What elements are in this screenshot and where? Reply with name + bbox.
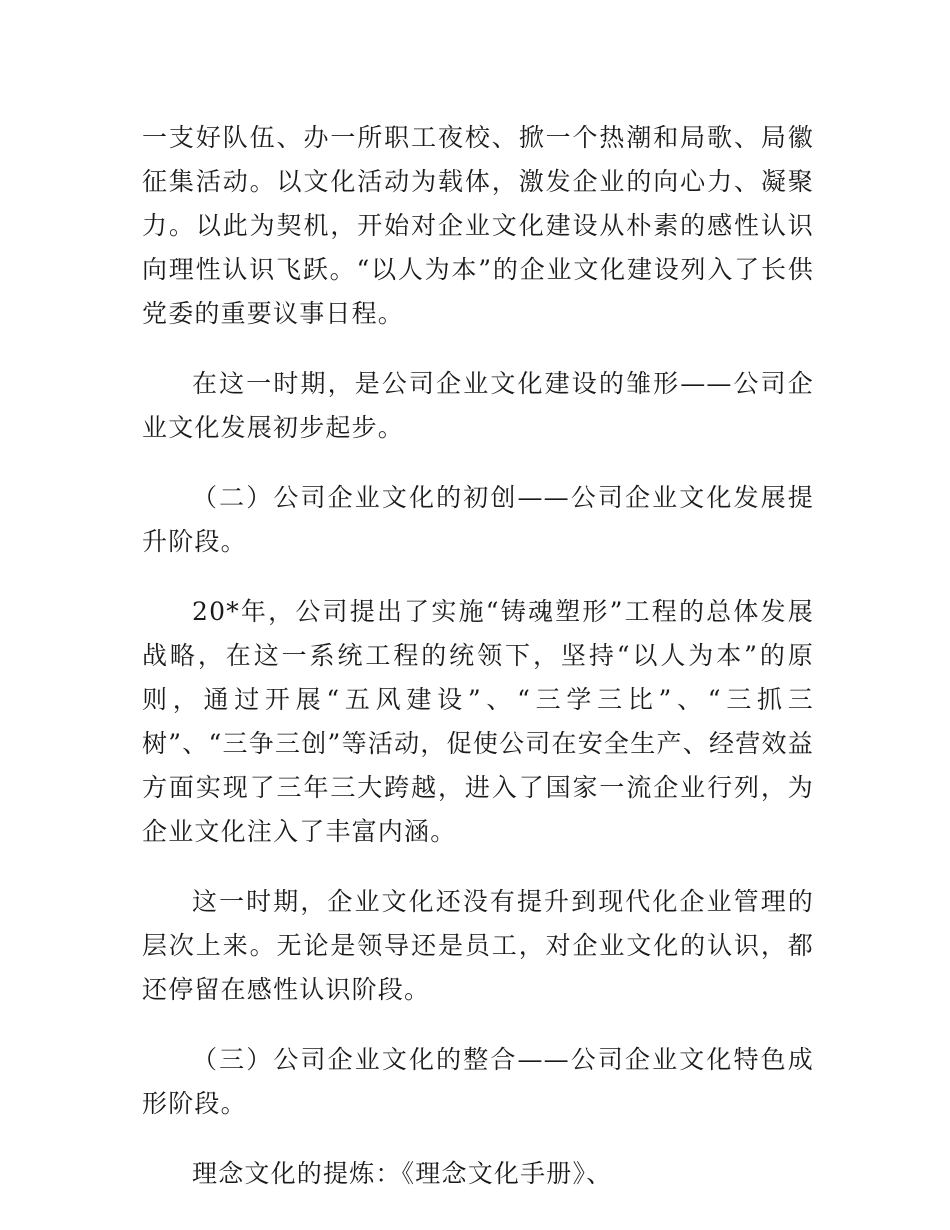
paragraph-body: 20*年，公司提出了实施“铸魂塑形”工程的总体发展战略，在这一系统工程的统领下，坚持“以人为本”的原则，通过开展“五风建设”、“三学三比”、“三抓三树”、“三争三创”等活动，促使公司在安全生产、经营效益方面实现了三年三大跨越，进入了国家一流企业行列，为企业文化注入了丰富内涵。 <box>142 597 814 846</box>
paragraph-body: 在这一时期，是公司企业文化建设的雏形——公司企业文化发展初步起步。 <box>142 369 814 442</box>
paragraph-continued: 一支好队伍、办一所职工夜校、掀一个热潮和局歌、局徽征集活动。以文化活动为载体，激发企业的向心力、凝聚力。以此为契机，开始对企业文化建设从朴素的感性认识向理性认识飞跃。“以人为本”的企业文化建设列入了长供党委的重要议事日程。 <box>142 123 814 328</box>
paragraph-body: 这一时期，企业文化还没有提升到现代化企业管理的层次上来。无论是领导还是员工，对企业文化的认识，都还停留在感性认识阶段。 <box>142 887 814 1004</box>
section-heading: （二）公司企业文化的初创——公司企业文化发展提升阶段。 <box>142 483 814 556</box>
section-heading: （三）公司企业文化的整合——公司企业文化特色成形阶段。 <box>142 1045 814 1118</box>
paragraph-body: 理念文化的提炼：《理念文化手册》、 <box>192 1159 613 1188</box>
document-body <box>142 116 814 1222</box>
